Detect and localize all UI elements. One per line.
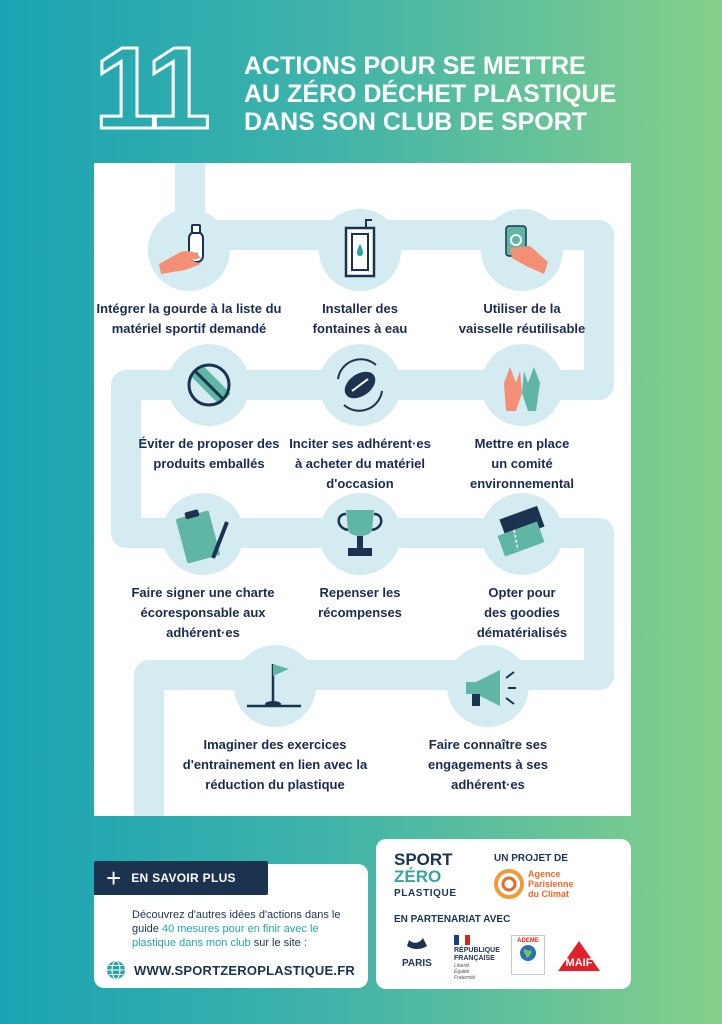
svg-text:MAIF: MAIF [565,957,593,969]
header [94,23,654,153]
step-label: Utiliser de la vaisselle réutilisable [458,301,586,336]
paris-logo: PARIS [402,934,432,969]
republique-francaise-logo: RÉPUBLIQUE FRANÇAISE Liberté Égalité Fraternité [454,935,508,981]
more-info-box [94,864,368,988]
action-step [124,344,294,474]
step-circle [481,344,563,426]
partnership-label: EN PARTENARIAT AVEC [394,914,511,925]
agence-parisienne-logo: Agence Parisienne du Climat [494,869,574,899]
step-circle [481,493,563,575]
megaphone-icon [456,654,520,718]
globe-icon [106,960,126,980]
step-circle [319,493,401,575]
golf-flag-icon [243,654,307,718]
step-label: Repenser les récompenses [318,585,402,620]
step-label: Éviter de proposer des produits emballés [138,436,280,471]
action-step [432,344,612,494]
tickets-icon [490,502,554,566]
maif-triangle-icon [556,939,602,973]
earth-icon [519,944,537,962]
water-fountain-icon [328,218,392,282]
big-number: 11 [94,23,205,153]
title-line: AU ZÉRO DÉCHET PLASTIQUE [244,80,617,108]
action-step [270,344,450,494]
step-circle [481,209,563,291]
step-label: Opter pour des goodies dématérialisés [476,585,568,640]
step-label: Inciter ses adhérent·es à acheter du matériel d'occasion [289,436,431,491]
action-step [270,209,450,339]
title-line: DANS SON CLUB DE SPORT [244,108,588,136]
more-info-heading: + EN SAVOIR PLUS [94,861,268,895]
step-label: Installer des fontaines à eau [312,301,408,336]
step-label: Imaginer des exercices d'entrainement en lien avec la réduction du plastique [182,737,368,792]
more-info-text: Découvrez d'autres idées d'actions dans le guide 40 mesures pour en finir avec le plastique dans mon club sur le site : [132,909,341,949]
page-title [244,52,664,136]
step-circle [234,645,316,727]
plus-icon: + [106,863,122,893]
hand-cup-icon [490,218,554,282]
high-five-icon [490,353,554,417]
action-step [160,645,390,795]
step-label: Faire connaître ses engagements à ses adhérent·es [428,737,548,792]
project-label: UN PROJET DE [494,853,568,864]
sport-zero-plastique-logo: SPORT ZÉRO PLASTIQUE [394,850,457,899]
step-circle [148,209,230,291]
step-circle [162,493,244,575]
paris-boat-icon [405,934,429,952]
recycled-ball-icon [328,353,392,417]
action-step [432,493,612,643]
action-step [270,493,450,623]
actions-panel [94,163,631,816]
action-step [94,209,284,339]
ademe-logo: ADEME [511,935,545,975]
clipboard-pen-icon [171,502,235,566]
step-label: Intégrer la gourde à la liste du matériel sportif demandé [96,301,282,336]
step-circle [319,344,401,426]
action-step [398,645,578,795]
no-wrapped-product-icon [177,353,241,417]
trophy-icon [328,502,392,566]
hand-bottle-icon [157,218,221,282]
french-flag-icon [454,935,470,945]
step-label: Mettre en place un comité environnemental [469,436,575,491]
action-step [432,209,612,339]
title-line: ACTIONS POUR SE METTRE [244,52,586,80]
website-link[interactable]: WWW.SPORTZEROPLASTIQUE.FR [106,960,355,980]
step-label: Faire signer une charte écoresponsable aux adhérent·es [131,585,275,640]
climate-agency-icon [494,869,524,899]
partners-box [376,839,631,989]
step-circle [168,344,250,426]
step-circle [319,209,401,291]
step-circle [447,645,529,727]
maif-logo [556,939,602,978]
